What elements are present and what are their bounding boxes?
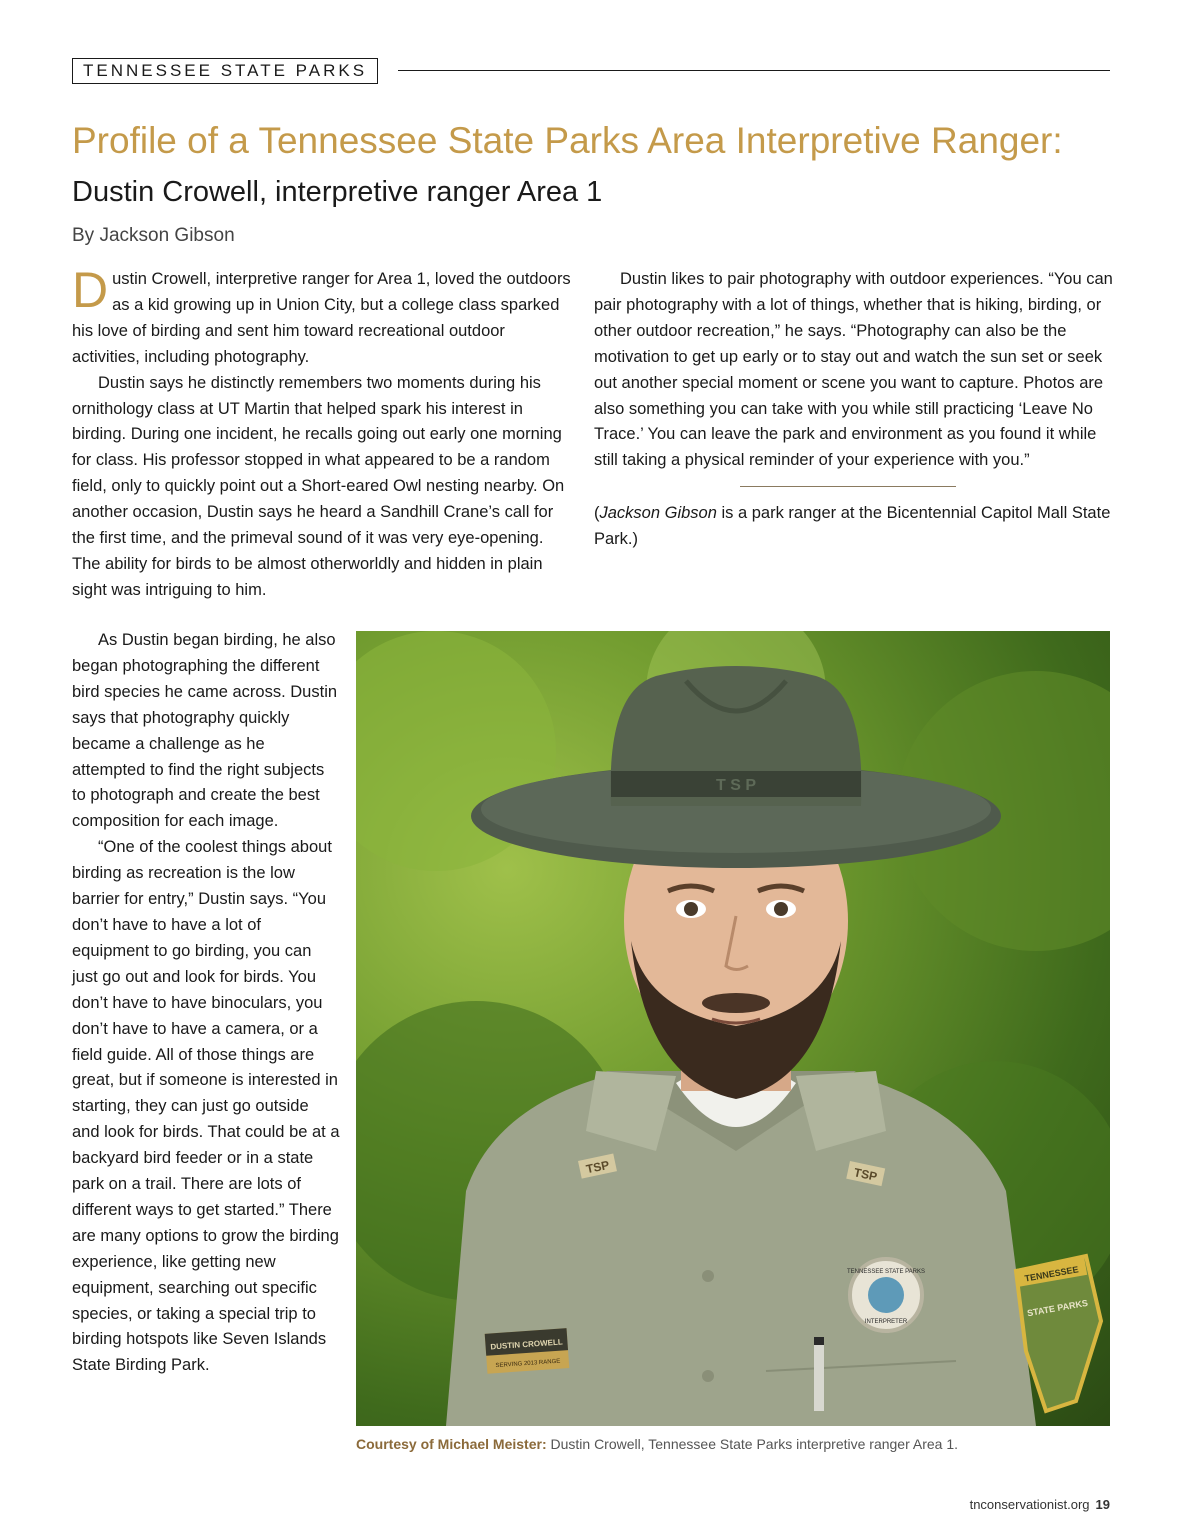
hat-band-text: T S P (715, 777, 757, 794)
name-tag (485, 1328, 570, 1374)
right-column (594, 267, 1114, 553)
photo-caption (356, 1434, 958, 1454)
paragraph-5: Dustin likes to pair photography with outdoor experiences. “You can pair photography with a lot of things, whether that is hiking, birding, or other outdoor recreation,” he says. “Photography can also be the motivation to get up early or to stay out and watch the sun set or seek out another special moment or scene you want to capture. Photos are also something you can take with you while still practicing ‘Leave No Trace.’ You can leave the park and environment as you found it while still taking a physical reminder of your experience with you.” (594, 270, 1113, 470)
svg-text:INTERPRETER: INTERPRETER (864, 1319, 908, 1325)
byline: By Jackson Gibson (72, 225, 235, 246)
section-label: TENNESSEE STATE PARKS (72, 58, 378, 84)
interpreter-pin (847, 1259, 925, 1331)
author-note: (Jackson Gibson is a park ranger at the Bicentennial Capitol Mall State Park.) (594, 504, 1111, 549)
page-number: 19 (1095, 1497, 1110, 1512)
paragraph-4: “One of the coolest things about birding as recreation is the low barrier for entry,” Dustin says. “You don’t have to have a lot of equipment to go birding, you can just go out and look for birds. You don’t have to have binoculars, you don’t have to have a camera, or a field guide. All of those things are great, but if someone is interested in starting, they can just go outside and look for birds. That could be at a backyard bird feeder or in a state park on a trail. There are lots of different ways to get started.” There are many options to grow the birding experience, like getting new equipment, searching out specific species, or taking a special trip to birding hotspots like Seven Islands State Birding Park. (72, 838, 340, 1375)
paragraph-2: Dustin says he distinctly remembers two moments during his ornithology class at UT Martin that helped spark his interest in birding. During one incident, he recalls going out early one morning for class. His professor stopped in what appeared to be a random field, only to quickly point out a Short-eared Owl nesting nearby. On another occasion, Dustin says he heard a Sandhill Crane’s call for the first time, and the primeval sound of it was very eye-opening. The ability for birds to be almost otherworldly and hidden in plain sight was intriguing to him. (72, 373, 565, 599)
left-column (72, 262, 572, 604)
divider (740, 486, 956, 487)
svg-text:STATE PARKS: STATE PARKS (1026, 1297, 1089, 1319)
caption-text: Dustin Crowell, Tennessee State Parks interpretive ranger Area 1. (546, 1436, 959, 1452)
paragraph-3: As Dustin began birding, he also began photographing the different bird species he came across. Dustin says that photography quickly became a challenge as he attempted to find the right subjects to photograph and create the best composition for each image. (72, 631, 338, 831)
paragraph-1-text: ustin Crowell, interpretive ranger for Area 1, loved the outdoors as a kid growing up in Union City, but a college class sparked his love of birding and sent him toward recreational outdoor activities, including photography. (72, 270, 571, 366)
author-note-name: Jackson Gibson (599, 504, 717, 523)
caption-credit: Courtesy of Michael Meister: (356, 1436, 547, 1452)
section-rule (398, 70, 1110, 71)
svg-text:TENNESSEE: TENNESSEE (1023, 1264, 1080, 1284)
svg-text:DUSTIN CROWELL: DUSTIN CROWELL (490, 1337, 563, 1352)
page-footer (970, 1497, 1110, 1512)
author-note-text: is a park ranger at the Bicentennial Capitol Mall State Park.) (594, 504, 1111, 549)
paragraph-1 (72, 262, 572, 371)
ranger-illustration (356, 631, 1110, 1426)
article-subtitle: Dustin Crowell, interpretive ranger Area 1 (72, 176, 603, 208)
svg-text:TENNESSEE STATE PARKS: TENNESSEE STATE PARKS (846, 1269, 926, 1275)
svg-text:SERVING 2013 RANGE: SERVING 2013 RANGE (495, 1358, 561, 1370)
article-title: Profile of a Tennessee State Parks Area Interpretive Ranger: (72, 120, 1063, 161)
ranger-photo (356, 631, 1110, 1426)
collar-insignia-right: TSP (852, 1165, 879, 1184)
collar-insignia-left: TSP (584, 1157, 611, 1177)
footer-site: tnconservationist.org (969, 1497, 1090, 1512)
drop-cap: D (72, 262, 109, 318)
narrow-column (72, 628, 340, 1379)
